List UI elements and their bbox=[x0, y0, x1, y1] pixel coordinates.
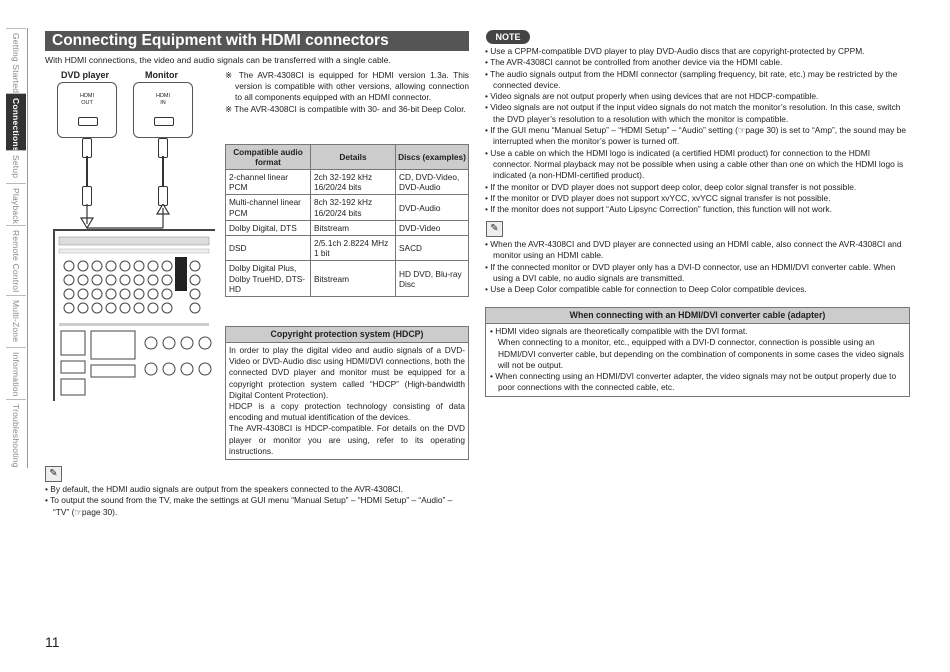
list-item: • HDMI video signals are theoretically compatible with the DVI format. bbox=[490, 326, 748, 336]
table-header-row bbox=[226, 145, 469, 170]
hdmi-in-port-icon bbox=[154, 117, 174, 126]
receiver-rear-panel bbox=[53, 229, 215, 401]
page-number: 11 bbox=[45, 634, 60, 650]
table-cell: 2/5.1ch 2.8224 MHz 1 bit bbox=[311, 236, 396, 261]
cable-plug-icon bbox=[158, 186, 168, 206]
list-item: • By default, the HDMI audio signals are output from the speakers connected to the AVR-4308CI. bbox=[45, 484, 403, 494]
table-row bbox=[226, 170, 469, 195]
hdcp-box bbox=[225, 326, 469, 460]
hdcp-paragraph: In order to play the digital video and audio signals of a DVD-Video or DVD-Audio disc using HDMI/DVI connections, both the connected DVD player and monitor must be equipped for a copyright protection system called “HDCP” (High-bandwidth Digital Content Protection). bbox=[229, 345, 465, 400]
list-item: • Video signals are not output if the input video signals do not match the monitor’s resolution. In this case, switch the DVD player’s resolution to a resolution with which the monitor is compatible. bbox=[485, 102, 901, 124]
side-tab-multi-zone[interactable]: Multi-Zone bbox=[6, 295, 26, 348]
hdmi-cable-icon bbox=[86, 156, 88, 186]
list-item: • When connecting using an HDMI/DVI converter adapter, the video signals may not be output properly due to poor connections with the connected cable, etc. bbox=[490, 371, 897, 393]
list-item: • The AVR-4308CI cannot be controlled from another device via the HDMI cable. bbox=[485, 57, 783, 68]
audio-format-table bbox=[225, 144, 469, 297]
table-header: Discs (examples) bbox=[396, 145, 469, 170]
list-item: • Use a CPPM-compatible DVD player to play DVD-Audio discs that are copyright-protected by CPPM. bbox=[485, 46, 865, 56]
cable-plug-icon bbox=[82, 138, 92, 158]
table-cell: DVD-Audio bbox=[396, 195, 469, 220]
list-item: • If the monitor does not support “Auto Lipsync Correction” function, this function will not work. bbox=[485, 204, 832, 215]
table-cell: Multi-channel linear PCM bbox=[226, 195, 311, 220]
table-header: Compatible audio format bbox=[226, 145, 311, 170]
side-tab-nav bbox=[0, 28, 28, 468]
table-row bbox=[226, 220, 469, 235]
table-cell: 2ch 32-192 kHz 16/20/24 bits bbox=[311, 170, 396, 195]
monitor-port-sub: IN bbox=[160, 100, 166, 106]
note-hdmi-version: ※ The AVR-4308CI is equipped for HDMI version 1.3a. This version is compatible with other versions, allowing connection to all components equipped with an HDMI connector. bbox=[225, 70, 469, 103]
table-cell: Dolby Digital, DTS bbox=[226, 220, 311, 235]
tip-pencil-icon: ✎ bbox=[45, 466, 62, 482]
table-cell: SACD bbox=[396, 236, 469, 261]
table-cell: Bitstream bbox=[311, 220, 396, 235]
tip-list bbox=[485, 239, 910, 295]
side-tab-getting-started[interactable]: Getting Started bbox=[6, 28, 26, 94]
list-item: • The audio signals output from the HDMI connector (sampling frequency, bit rate, etc.) may be restricted by the connected device. bbox=[485, 68, 898, 90]
table-cell: CD, DVD-Video, DVD-Audio bbox=[396, 170, 469, 195]
dvd-player-device bbox=[57, 82, 117, 138]
compatibility-notes bbox=[225, 70, 469, 115]
side-tab-troubleshooting[interactable]: Troubleshooting bbox=[6, 399, 26, 469]
cable-plug-icon bbox=[158, 138, 168, 158]
monitor-label: Monitor bbox=[145, 70, 178, 80]
dvd-port-label: HDMI bbox=[79, 93, 95, 99]
hdmi-cable-icon bbox=[162, 156, 164, 186]
side-tab-remote-control[interactable]: Remote Control bbox=[6, 225, 26, 296]
list-item: • To output the sound from the TV, make the settings at GUI menu “Manual Setup” – “HDMI Setup” – “Audio” – “TV” (☞page 30). bbox=[45, 495, 453, 517]
side-tab-setup[interactable]: Setup bbox=[6, 150, 26, 184]
list-item: • If the GUI menu “Manual Setup” – “HDMI Setup” – “Audio” setting (☞page 30) is set to “Amp”, the sound may be interrupted when the monitor’s power is turned off. bbox=[485, 125, 907, 147]
intro-text: With HDMI connections, the video and audio signals can be transferred with a single cable. bbox=[45, 55, 391, 65]
table-row bbox=[226, 261, 469, 297]
note-badge: NOTE bbox=[486, 30, 530, 44]
hdcp-paragraph: The AVR-4308CI is HDCP-compatible. For details on the DVD player or monitor you are using, refer to its operating instructions. bbox=[229, 423, 465, 456]
note-deep-color: ※ The AVR-4308CI is compatible with 30- and 36-bit Deep Color. bbox=[225, 103, 466, 114]
table-cell: 2-channel linear PCM bbox=[226, 170, 311, 195]
side-tab-connections[interactable]: Connections bbox=[6, 93, 26, 151]
table-header: Details bbox=[311, 145, 396, 170]
dvi-adapter-box bbox=[485, 307, 910, 397]
monitor-device bbox=[133, 82, 193, 138]
tip-pencil-icon: ✎ bbox=[486, 221, 503, 237]
hdcp-title: Copyright protection system (HDCP) bbox=[226, 327, 468, 343]
dvd-player-label: DVD player bbox=[61, 70, 110, 80]
adapter-title: When connecting with an HDMI/DVI converter cable (adapter) bbox=[486, 308, 909, 324]
list-item: • If the monitor or DVD player does not support xvYCC, xvYCC signal transfer is not possible. bbox=[485, 192, 831, 203]
dvd-port-sub: OUT bbox=[81, 100, 93, 106]
list-item-continuation: When connecting to a monitor, etc., equipped with a DVI-D connector, connection is possible using an HDMI/DVI converter cable, but depending on the combination of components in some cases the video signals will not be output. bbox=[498, 337, 904, 370]
hdmi-out-port-icon bbox=[78, 117, 98, 126]
cable-plug-icon bbox=[82, 186, 92, 206]
table-row bbox=[226, 236, 469, 261]
page-title: Connecting Equipment with HDMI connectors bbox=[45, 31, 469, 51]
table-cell: Dolby Digital Plus, Dolby TrueHD, DTS-HD bbox=[226, 261, 311, 297]
table-row bbox=[226, 195, 469, 220]
rear-panel-icon bbox=[55, 231, 215, 401]
table-cell: DVD-Video bbox=[396, 220, 469, 235]
table-cell: HD DVD, Blu-ray Disc bbox=[396, 261, 469, 297]
list-item: • Use a Deep Color compatible cable for connection to Deep Color compatible devices. bbox=[485, 284, 807, 295]
monitor-port-label: HDMI bbox=[155, 93, 171, 99]
note-list bbox=[485, 46, 910, 215]
list-item: • Video signals are not output properly when using devices that are not HDCP-compatible. bbox=[485, 91, 819, 102]
table-cell: Bitstream bbox=[311, 261, 396, 297]
side-tab-information[interactable]: Information bbox=[6, 347, 26, 400]
list-item: • If the monitor or DVD player does not support deep color, deep color signal transfer is not possible. bbox=[485, 181, 857, 192]
side-tab-playback[interactable]: Playback bbox=[6, 183, 26, 226]
table-cell: 8ch 32-192 kHz 16/20/24 bits bbox=[311, 195, 396, 220]
list-item: • If the connected monitor or DVD player only has a DVI-D connector, use an HDMI/DVI converter cable. When using a DVI cable, no audio signals are transmitted. bbox=[485, 261, 896, 283]
list-item: • Use a cable on which the HDMI logo is indicated (a certified HDMI product) for connection to the HDMI connector. Normal playback may not be possible when using a cable other than one on which the HDMI logo is indicated (a non-HDMI-certified product). bbox=[485, 147, 904, 181]
default-output-notes bbox=[45, 484, 469, 518]
table-cell: DSD bbox=[226, 236, 311, 261]
list-item: • When the AVR-4308CI and DVD player are connected using an HDMI cable, also connect the AVR-4308CI and monitor using an HDMI cable. bbox=[485, 239, 902, 261]
hdcp-paragraph: HDCP is a copy protection technology consisting of data encoding and mutual identification of the devices. bbox=[229, 401, 465, 423]
